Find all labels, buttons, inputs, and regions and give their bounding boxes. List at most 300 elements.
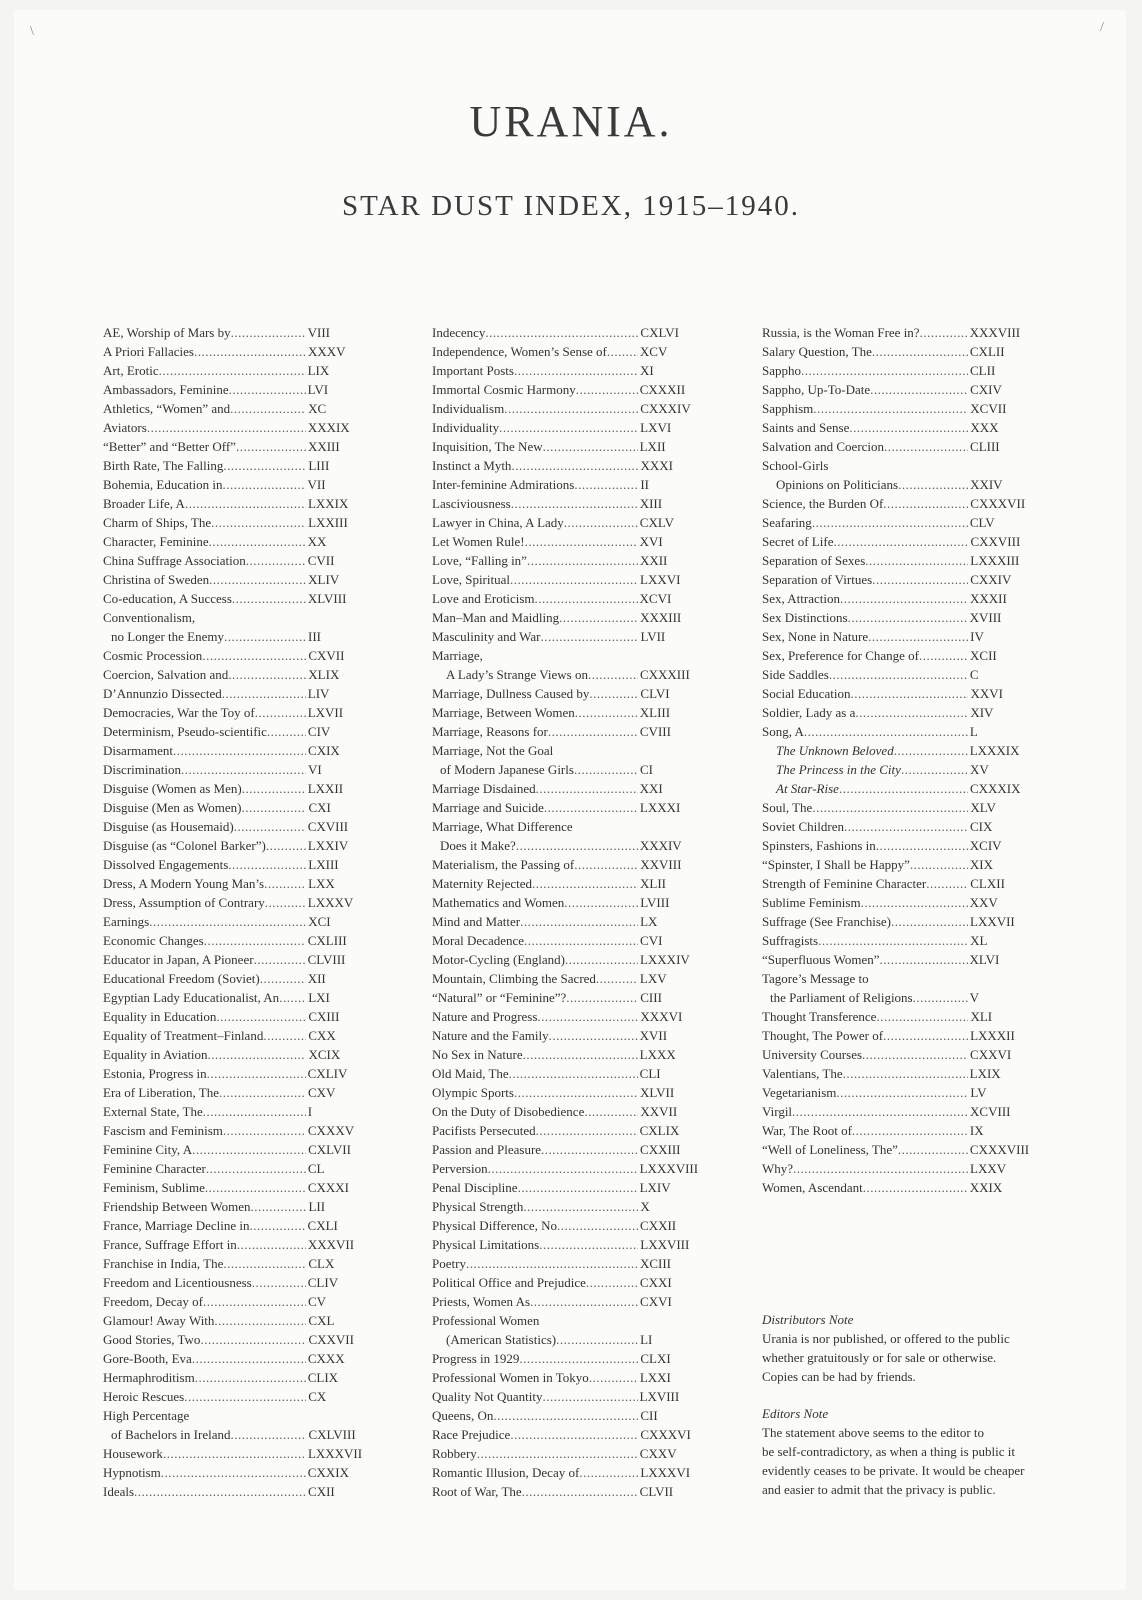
index-number: LXXXIV xyxy=(639,952,690,967)
index-entry xyxy=(432,1482,712,1501)
index-entry xyxy=(762,437,1052,456)
index-number: CXXXV xyxy=(307,1123,355,1138)
dot-leader xyxy=(147,418,306,437)
dot-leader xyxy=(514,1083,638,1102)
index-entry xyxy=(432,684,712,703)
index-term: Marriage, Not the Goal xyxy=(432,743,554,758)
index-term: the Parliament of Religions xyxy=(770,990,913,1005)
index-number: IV xyxy=(970,629,984,644)
index-term: Side Saddles xyxy=(762,667,829,682)
index-term: Co-education, A Success xyxy=(103,591,232,606)
index-entry xyxy=(103,1387,373,1406)
dot-leader xyxy=(576,380,638,399)
index-term: Bohemia, Education in xyxy=(103,477,223,492)
index-number: X xyxy=(640,1199,650,1214)
index-entry xyxy=(762,456,1052,475)
index-term: Soviet Children xyxy=(762,819,844,834)
dot-leader xyxy=(511,494,638,513)
index-entry xyxy=(432,1083,712,1102)
index-entry xyxy=(762,361,1052,380)
index-number: LIV xyxy=(307,686,330,701)
index-term: Mathematics and Women xyxy=(432,895,565,910)
index-entry xyxy=(432,1349,712,1368)
dot-leader xyxy=(559,608,638,627)
index-number: LXXV xyxy=(970,1161,1007,1176)
index-number: VIII xyxy=(307,325,331,340)
dot-leader xyxy=(504,399,638,418)
note-block xyxy=(762,1404,1052,1499)
index-term: Individuality xyxy=(432,420,500,435)
index-number: XXX xyxy=(970,420,999,435)
index-number: XXI xyxy=(639,781,663,796)
note-line: Copies can be had by friends. xyxy=(762,1369,916,1384)
index-entry xyxy=(432,779,712,798)
dot-leader xyxy=(200,1330,306,1349)
index-term: Instinct a Myth xyxy=(432,458,512,473)
index-number: CVII xyxy=(307,553,335,568)
index-entry xyxy=(432,1292,712,1311)
index-entry xyxy=(762,475,1052,494)
index-term: no Longer the Enemy xyxy=(111,629,224,644)
index-column-2 xyxy=(432,323,712,1501)
index-term: Lasciviousness xyxy=(432,496,511,511)
index-term: Friendship Between Women xyxy=(103,1199,251,1214)
index-number: CLI xyxy=(639,1066,661,1081)
dot-leader xyxy=(224,627,306,646)
index-number: IX xyxy=(969,1123,984,1138)
index-number: XXVIII xyxy=(640,857,682,872)
index-number: CXXVII xyxy=(308,1332,354,1347)
index-term: A Lady’s Strange Views on xyxy=(446,667,588,682)
index-term: Old Maid, The xyxy=(432,1066,509,1081)
index-number: CXLIV xyxy=(307,1066,348,1081)
dot-leader xyxy=(574,760,638,779)
index-term: Broader Life, A xyxy=(103,496,185,511)
index-entry xyxy=(103,1121,373,1140)
dot-leader xyxy=(844,817,968,836)
note-block xyxy=(762,1310,1052,1386)
index-entry xyxy=(762,1007,1052,1026)
index-entry xyxy=(103,1235,373,1254)
index-term: Era of Liberation, The xyxy=(103,1085,219,1100)
index-entry xyxy=(762,513,1052,532)
index-entry xyxy=(103,1045,373,1064)
index-entry xyxy=(762,779,1052,798)
index-number: XCIII xyxy=(639,1256,671,1271)
dot-leader xyxy=(246,551,306,570)
index-entry xyxy=(762,684,1052,703)
index-term: Ambassadors, Feminine xyxy=(103,382,229,397)
index-entry xyxy=(762,380,1052,399)
index-number: III xyxy=(308,629,321,644)
index-term: Equality of Treatment–Finland xyxy=(103,1028,264,1043)
index-entry xyxy=(432,874,712,893)
index-term: Seafaring xyxy=(762,515,812,530)
index-term: “Well of Loneliness, The” xyxy=(762,1142,898,1157)
index-entry xyxy=(762,532,1052,551)
index-number: CXXI xyxy=(639,1275,672,1290)
index-entry xyxy=(103,1349,373,1368)
index-number: LXXVIII xyxy=(640,1237,690,1252)
index-number: CXXXIV xyxy=(640,401,691,416)
index-number: LI xyxy=(640,1332,653,1347)
index-number: LVI xyxy=(307,382,329,397)
dot-leader xyxy=(519,1349,638,1368)
index-term: Earnings xyxy=(103,914,150,929)
dot-leader xyxy=(223,475,306,494)
index-number: VI xyxy=(308,762,322,777)
index-term: Cosmic Procession xyxy=(103,648,203,663)
index-number: XIV xyxy=(970,705,994,720)
index-column-1 xyxy=(103,323,373,1501)
index-entry xyxy=(432,1197,712,1216)
index-number: CXIX xyxy=(308,743,340,758)
index-number: XXIII xyxy=(307,439,340,454)
index-entry xyxy=(103,1368,373,1387)
index-term: Inter-feminine Admirations xyxy=(432,477,575,492)
index-entry xyxy=(432,969,712,988)
dot-leader xyxy=(588,665,638,684)
index-term: Priests, Women As xyxy=(432,1294,531,1309)
index-number: XXII xyxy=(639,553,668,568)
dot-leader xyxy=(556,1330,638,1349)
index-number: XXXIII xyxy=(640,610,682,625)
note-line: evidently ceases to be private. It would be cheaper xyxy=(762,1463,1025,1478)
index-term: Moral Decadence xyxy=(432,933,525,948)
index-term: Conventionalism, xyxy=(103,610,196,625)
index-entry xyxy=(103,912,373,931)
index-term: Birth Rate, The Falling xyxy=(103,458,224,473)
dot-leader xyxy=(203,1102,306,1121)
index-entry xyxy=(432,912,712,931)
index-number: XL xyxy=(970,933,988,948)
index-term: Aviators xyxy=(103,420,147,435)
dot-leader xyxy=(607,342,638,361)
index-term: Indecency xyxy=(432,325,486,340)
index-term: Soul, The xyxy=(762,800,813,815)
index-number: XXXVIII xyxy=(969,325,1021,340)
dot-leader xyxy=(913,988,968,1007)
index-number: LX xyxy=(640,914,658,929)
dot-leader xyxy=(161,1463,306,1482)
index-term: France, Suffrage Effort in xyxy=(103,1237,237,1252)
index-term: Sex, Attraction xyxy=(762,591,840,606)
dot-leader xyxy=(549,1026,638,1045)
index-entry xyxy=(762,399,1052,418)
index-term: Physical Limitations xyxy=(432,1237,540,1252)
index-number: LXXXV xyxy=(307,895,354,910)
index-number: CXXXVI xyxy=(640,1427,691,1442)
index-entry xyxy=(103,665,373,684)
index-number: XXVI xyxy=(970,686,1003,701)
index-entry xyxy=(432,988,712,1007)
dot-leader xyxy=(263,1026,306,1045)
dot-leader xyxy=(159,361,306,380)
index-term: Tagore’s Message to xyxy=(762,971,869,986)
index-number: LXV xyxy=(639,971,667,986)
index-term: Egyptian Lady Educationalist, An xyxy=(103,990,280,1005)
index-number: XXXIX xyxy=(307,420,350,435)
index-term: Why? xyxy=(762,1161,794,1176)
index-number: CLVI xyxy=(640,686,670,701)
index-term: External State, The xyxy=(103,1104,203,1119)
index-number: XX xyxy=(307,534,327,549)
index-entry xyxy=(103,627,373,646)
index-entry xyxy=(103,342,373,361)
corner-mark-icon: \ xyxy=(30,24,34,39)
index-entry xyxy=(432,1330,712,1349)
index-number: XLIV xyxy=(308,572,340,587)
index-entry xyxy=(432,589,712,608)
index-term: Root of War, The xyxy=(432,1484,522,1499)
index-entry xyxy=(762,418,1052,437)
index-entry xyxy=(103,1197,373,1216)
dot-leader xyxy=(836,1083,968,1102)
dot-leader xyxy=(901,760,968,779)
index-entry xyxy=(762,855,1052,874)
index-term: Marriage, Between Women xyxy=(432,705,575,720)
index-entry xyxy=(103,874,373,893)
dot-leader xyxy=(840,589,968,608)
index-number: CXXVI xyxy=(970,1047,1012,1062)
index-entry xyxy=(762,817,1052,836)
index-term: Estonia, Progress in xyxy=(103,1066,207,1081)
index-number: LV xyxy=(970,1085,987,1100)
dot-leader xyxy=(876,1007,968,1026)
index-number: CLX xyxy=(308,1256,335,1271)
index-entry xyxy=(432,1235,712,1254)
index-number: XVII xyxy=(639,1028,668,1043)
index-number: LXXXVIII xyxy=(639,1161,699,1176)
index-number: XXV xyxy=(969,895,998,910)
index-entry xyxy=(103,1102,373,1121)
index-entry xyxy=(432,760,712,779)
index-entry xyxy=(103,646,373,665)
dot-leader xyxy=(586,1273,638,1292)
index-term: Dissolved Engagements xyxy=(103,857,229,872)
index-number: LXXXVII xyxy=(307,1446,363,1461)
index-term: Franchise in India, The xyxy=(103,1256,224,1271)
index-entry xyxy=(432,494,712,513)
index-entry xyxy=(432,1064,712,1083)
dot-leader xyxy=(884,437,968,456)
index-entry xyxy=(432,1254,712,1273)
index-entry xyxy=(762,665,1052,684)
dot-leader xyxy=(195,1368,306,1387)
dot-leader xyxy=(525,532,638,551)
dot-leader xyxy=(801,361,968,380)
index-number: XCVIII xyxy=(970,1104,1011,1119)
dot-leader xyxy=(544,798,638,817)
dot-leader xyxy=(868,627,968,646)
index-number: CXLV xyxy=(639,515,674,530)
index-term: On the Duty of Disobedience xyxy=(432,1104,585,1119)
dot-leader xyxy=(596,969,638,988)
index-term: Disguise (Women as Men) xyxy=(103,781,242,796)
note-line: and easier to admit that the privacy is public. xyxy=(762,1482,996,1497)
index-entry xyxy=(762,646,1052,665)
dot-leader xyxy=(223,1121,306,1140)
index-number: XI xyxy=(639,363,654,378)
index-number: LXXIV xyxy=(307,838,349,853)
index-entry xyxy=(103,456,373,475)
index-number: XXIV xyxy=(970,477,1003,492)
index-entry xyxy=(103,1425,373,1444)
index-number: XCIX xyxy=(308,1047,341,1062)
dot-leader xyxy=(230,1425,306,1444)
index-term: Nature and the Family xyxy=(432,1028,549,1043)
index-entry xyxy=(432,627,712,646)
index-number: XCIV xyxy=(969,838,1002,853)
dot-leader xyxy=(862,1045,968,1064)
index-entry xyxy=(432,836,712,855)
dot-leader xyxy=(876,836,968,855)
dot-leader xyxy=(522,1482,638,1501)
index-entry xyxy=(432,551,712,570)
dot-leader xyxy=(205,1178,306,1197)
index-number: LXIX xyxy=(969,1066,1001,1081)
index-entry xyxy=(432,1368,712,1387)
index-number: CXXXVII xyxy=(970,496,1026,511)
index-entry xyxy=(432,608,712,627)
index-term: France, Marriage Decline in xyxy=(103,1218,250,1233)
index-entry xyxy=(103,1482,373,1501)
index-entry xyxy=(762,988,1052,1007)
index-term: Opinions on Politicians xyxy=(776,477,899,492)
index-entry xyxy=(762,494,1052,513)
dot-leader xyxy=(539,1235,638,1254)
index-number: LXX xyxy=(308,876,335,891)
dot-leader xyxy=(557,1216,638,1235)
dot-leader xyxy=(223,1254,306,1273)
index-entry xyxy=(103,1311,373,1330)
index-entry xyxy=(103,323,373,342)
index-entry xyxy=(103,893,373,912)
index-term: Independence, Women’s Sense of xyxy=(432,344,607,359)
index-entry xyxy=(432,1216,712,1235)
index-number: CXLI xyxy=(307,1218,338,1233)
index-number: XVIII xyxy=(969,610,1002,625)
index-number: CLV xyxy=(969,515,995,530)
index-entry xyxy=(103,494,373,513)
dot-leader xyxy=(520,912,638,931)
index-entry xyxy=(762,1083,1052,1102)
index-number: XXXIV xyxy=(639,838,682,853)
index-entry xyxy=(762,570,1052,589)
index-entry xyxy=(762,836,1052,855)
index-entry xyxy=(103,1330,373,1349)
index-number: CXL xyxy=(308,1313,335,1328)
index-entry xyxy=(103,703,373,722)
index-term: Marriage, Dullness Caused by xyxy=(432,686,590,701)
index-term: Olympic Sports xyxy=(432,1085,514,1100)
index-entry xyxy=(103,836,373,855)
index-entry xyxy=(103,570,373,589)
index-term: Man–Man and Maidling xyxy=(432,610,560,625)
index-term: Marriage, xyxy=(432,648,483,663)
dot-leader xyxy=(872,570,968,589)
index-term: Freedom, Decay of xyxy=(103,1294,203,1309)
index-entry xyxy=(432,361,712,380)
corner-mark-icon: / xyxy=(1100,20,1104,35)
index-term: Masculinity and War xyxy=(432,629,541,644)
index-number: CXIV xyxy=(970,382,1002,397)
index-entry xyxy=(762,323,1052,342)
index-term: Discrimination xyxy=(103,762,181,777)
index-entry xyxy=(103,779,373,798)
index-term: Athletics, “Women” and xyxy=(103,401,231,416)
index-number: CXXX xyxy=(307,1351,345,1366)
index-number: XCI xyxy=(308,914,331,929)
index-number: CXXXIX xyxy=(969,781,1021,796)
index-entry xyxy=(762,1159,1052,1178)
index-entry xyxy=(103,855,373,874)
index-number: XXIX xyxy=(969,1180,1003,1195)
index-term: Marriage, What Difference xyxy=(432,819,573,834)
index-number: XCVII xyxy=(970,401,1007,416)
index-term: Does it Make? xyxy=(440,838,516,853)
index-term: Song, A xyxy=(762,724,804,739)
index-number: CVIII xyxy=(639,724,671,739)
index-entry xyxy=(432,703,712,722)
index-entry xyxy=(432,437,712,456)
index-number: LXXXI xyxy=(639,800,681,815)
index-entry xyxy=(103,380,373,399)
dot-leader xyxy=(919,646,968,665)
index-entry xyxy=(432,1140,712,1159)
index-number: XXXII xyxy=(970,591,1007,606)
index-number: XLII xyxy=(640,876,666,891)
index-term: Physical Difference, No xyxy=(432,1218,558,1233)
dot-leader xyxy=(894,741,968,760)
index-term: Educational Freedom (Soviet) xyxy=(103,971,260,986)
dot-leader xyxy=(530,1292,638,1311)
index-term: Mountain, Climbing the Sacred xyxy=(432,971,596,986)
index-number: LXXXII xyxy=(970,1028,1015,1043)
dot-leader xyxy=(565,950,638,969)
dot-leader xyxy=(865,551,968,570)
index-term: Thought Transference xyxy=(762,1009,877,1024)
dot-leader xyxy=(589,1368,638,1387)
index-term: Soldier, Lady as a xyxy=(762,705,856,720)
index-number: II xyxy=(640,477,650,492)
dot-leader xyxy=(466,1254,638,1273)
index-entry xyxy=(432,893,712,912)
dot-leader xyxy=(535,589,638,608)
index-entry xyxy=(432,380,712,399)
index-term: Democracies, War the Toy of xyxy=(103,705,255,720)
index-number: CXXIII xyxy=(640,1142,681,1157)
dot-leader xyxy=(848,608,968,627)
dot-leader xyxy=(203,1292,306,1311)
dot-leader xyxy=(219,1083,306,1102)
dot-leader xyxy=(267,722,306,741)
dot-leader xyxy=(209,570,306,589)
dot-leader xyxy=(228,855,306,874)
index-number: CXLII xyxy=(969,344,1005,359)
index-term: Individualism xyxy=(432,401,505,416)
index-term: Sappho xyxy=(762,363,801,378)
dot-leader xyxy=(523,1045,638,1064)
dot-leader xyxy=(898,475,968,494)
index-term: Progress in 1929 xyxy=(432,1351,520,1366)
index-term: Nature and Progress xyxy=(432,1009,538,1024)
dot-leader xyxy=(829,665,968,684)
index-term: Pacifists Persecuted xyxy=(432,1123,536,1138)
index-entry xyxy=(103,1444,373,1463)
note-body xyxy=(762,1329,1052,1386)
index-number: CII xyxy=(640,1408,658,1423)
